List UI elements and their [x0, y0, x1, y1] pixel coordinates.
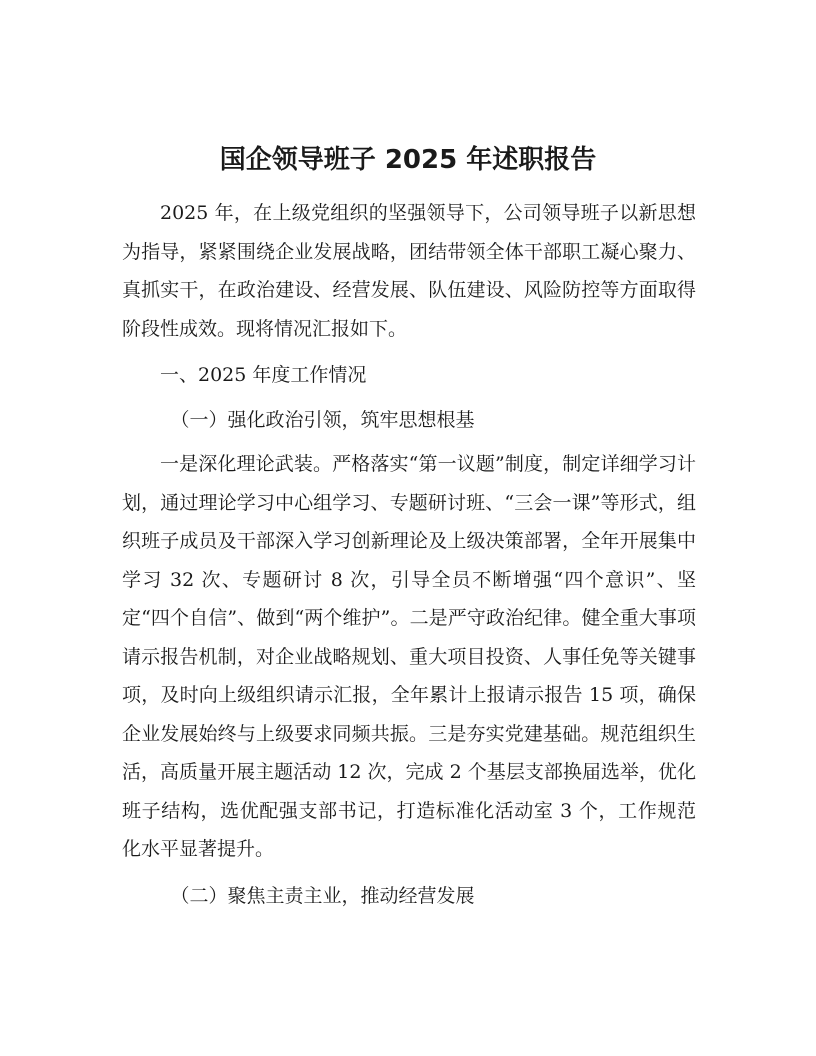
section-heading-1: 一、2025 年度工作情况	[160, 364, 367, 386]
intro-paragraph: 2025 年，在上级党组织的坚强领导下，公司领导班子以新思想为指导，紧紧围绕企业发展战略，团结带领全体干部职工凝心聚力、真抓实干，在政治建设、经营发展、队伍建设、风险防控等方面取得阶段性成效。现将情况汇报如下。	[122, 202, 696, 340]
subsection-heading-1: （一）强化政治引领，筑牢思想根基	[170, 408, 475, 431]
document-title: 国企领导班子 2025 年述职报告	[219, 145, 597, 175]
subsection-heading-2: （二）聚焦主责主业，推动经营发展	[170, 884, 475, 907]
subsection-body-1: 一是深化理论武装。严格落实“第一议题”制度，制定详细学习计划，通过理论学习中心组学习、专题研讨班、“三会一课”等形式，组织班子成员及干部深入学习创新理论及上级决策部署，全年开展集中学习 32 次、专题研讨 8 次，引导全员不断增强“四个意识”、坚定“四个自信”、做到“两个维护”。二是严守政治纪律。健全重大事项请示报告机制，对企业战略规划、重大项目投资、人事任免等关键事项，及时向上级组织请示汇报，全年累计上报请示报告 15 项，确保企业发展始终与上级要求同频共振。三是夯实党建基础。规范组织生活，高质量开展主题活动 12 次，完成 2 个基层支部换届选举，优化班子结构，选优配强支部书记，打造标准化活动室 3 个，工作规范化水平显著提升。	[122, 453, 696, 860]
document-body	[122, 194, 696, 915]
